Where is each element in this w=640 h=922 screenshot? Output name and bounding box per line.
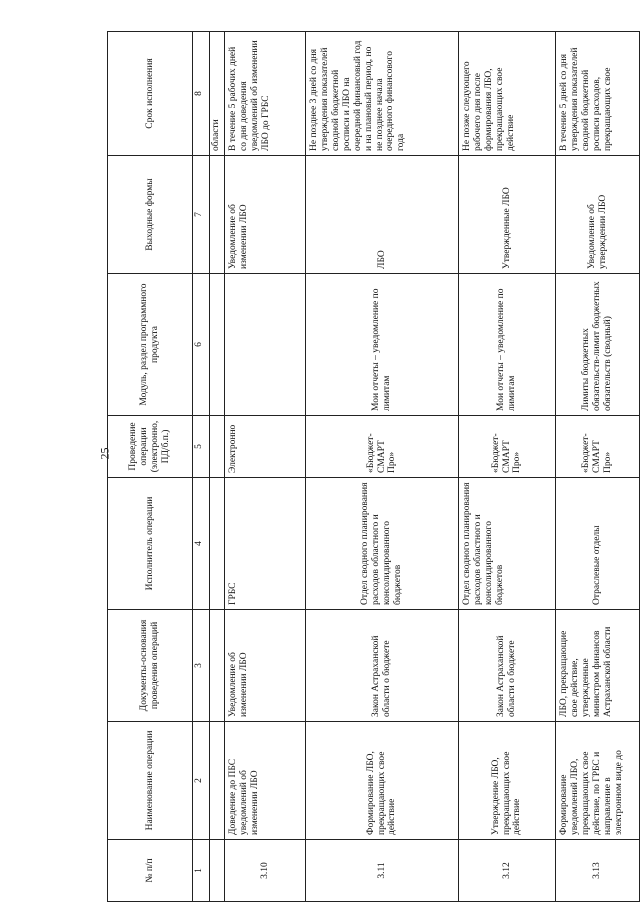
software-module: Мои отчеты – уведомление по лимитам (306, 274, 459, 416)
output-forms: Утвержденные ЛБО (459, 156, 556, 274)
operation-name: Доведение до ПБС уведомлений об изменении ЛБО (225, 722, 306, 840)
column-header: Проведение операции (электронно, ПД/б.п.) (108, 416, 193, 478)
column-header: № п/п (108, 840, 193, 902)
operations-table (107, 31, 640, 902)
deadline: Не позже следующего рабочего дня после формирования ЛБО, прекращающих свое действие (459, 32, 556, 156)
output-forms: ЛБО (306, 156, 459, 274)
row-number: 3.13 (556, 840, 640, 902)
method: «Бюджет-СМАРТ Про» (306, 416, 459, 478)
row-number: 3.12 (459, 840, 556, 902)
column-header: Выходные формы (108, 156, 193, 274)
column-number: 7 (193, 156, 210, 274)
column-number-row (193, 32, 210, 902)
table-row (306, 32, 459, 902)
basis-documents: Закон Астраханской области о бюджете (306, 610, 459, 722)
table-row (556, 32, 640, 902)
row-number: 3.11 (306, 840, 459, 902)
executor: Отраслевые отделы (556, 478, 640, 610)
table-row (225, 32, 306, 902)
continuation-row (210, 32, 225, 902)
executor: Отдел сводного планирования расходов областного и консолидированного бюджетов (306, 478, 459, 610)
page-number: 25 (97, 447, 112, 460)
operation-name: Формирование уведомлений ЛБО, прекращающих свое действие, по ГРБС и направление в электронном виде до (556, 722, 640, 840)
software-module: Мои отчеты – уведомление по лимитам (459, 274, 556, 416)
deadline: В течение 5 дней со дня утверждения показателей сводной бюджетной росписи расходов, прекращающих свое (556, 32, 640, 156)
column-header: Срок исполнения (108, 32, 193, 156)
column-number: 1 (193, 840, 210, 902)
column-header: Документы-основания проведения операций (108, 610, 193, 722)
table-row (459, 32, 556, 902)
column-header: Наименование операции (108, 722, 193, 840)
rotated-page (0, 17, 623, 922)
column-number: 3 (193, 610, 210, 722)
basis-documents: Закон Астраханской области о бюджете (459, 610, 556, 722)
continuation-text: области (210, 32, 225, 156)
operation-name: Формирование ЛБО, прекращающих свое действие (306, 722, 459, 840)
output-forms: Уведомление об изменении ЛБО (225, 156, 306, 274)
column-header: Исполнитель операции (108, 478, 193, 610)
executor: Отдел сводного планирования расходов областного и консолидированного бюджетов (459, 478, 556, 610)
basis-documents: ЛБО, прекращающие свое действие, утвержденные министром финансов Астраханской области (556, 610, 640, 722)
column-number: 2 (193, 722, 210, 840)
column-number: 5 (193, 416, 210, 478)
deadline: Не позднее 3 дней со дня утверждения показателей сводной бюджетной росписи и ЛБО на очередной финансовый год и на плановый период, но не позднее начала очередного финансового года (306, 32, 459, 156)
column-number: 8 (193, 32, 210, 156)
software-module (225, 274, 306, 416)
header-row (108, 32, 193, 902)
method: «Бюджет-СМАРТ Про» (556, 416, 640, 478)
output-forms: Уведомление об утверждении ЛБО (556, 156, 640, 274)
method: Электронно (225, 416, 306, 478)
deadline: В течение 5 рабочих дней со дня доведения уведомлений об изменении ЛБО до ГРБС (225, 32, 306, 156)
software-module: Лимиты бюджетных обязательств-лимит бюджетных обязательств (сводный) (556, 274, 640, 416)
column-number: 6 (193, 274, 210, 416)
basis-documents: Уведомление об изменении ЛБО (225, 610, 306, 722)
column-header: Модуль, раздел программного продукта (108, 274, 193, 416)
executor: ГРБС (225, 478, 306, 610)
column-number: 4 (193, 478, 210, 610)
row-number: 3.10 (225, 840, 306, 902)
method: «Бюджет-СМАРТ Про» (459, 416, 556, 478)
operation-name: Утверждение ЛБО, прекращающих свое действие (459, 722, 556, 840)
